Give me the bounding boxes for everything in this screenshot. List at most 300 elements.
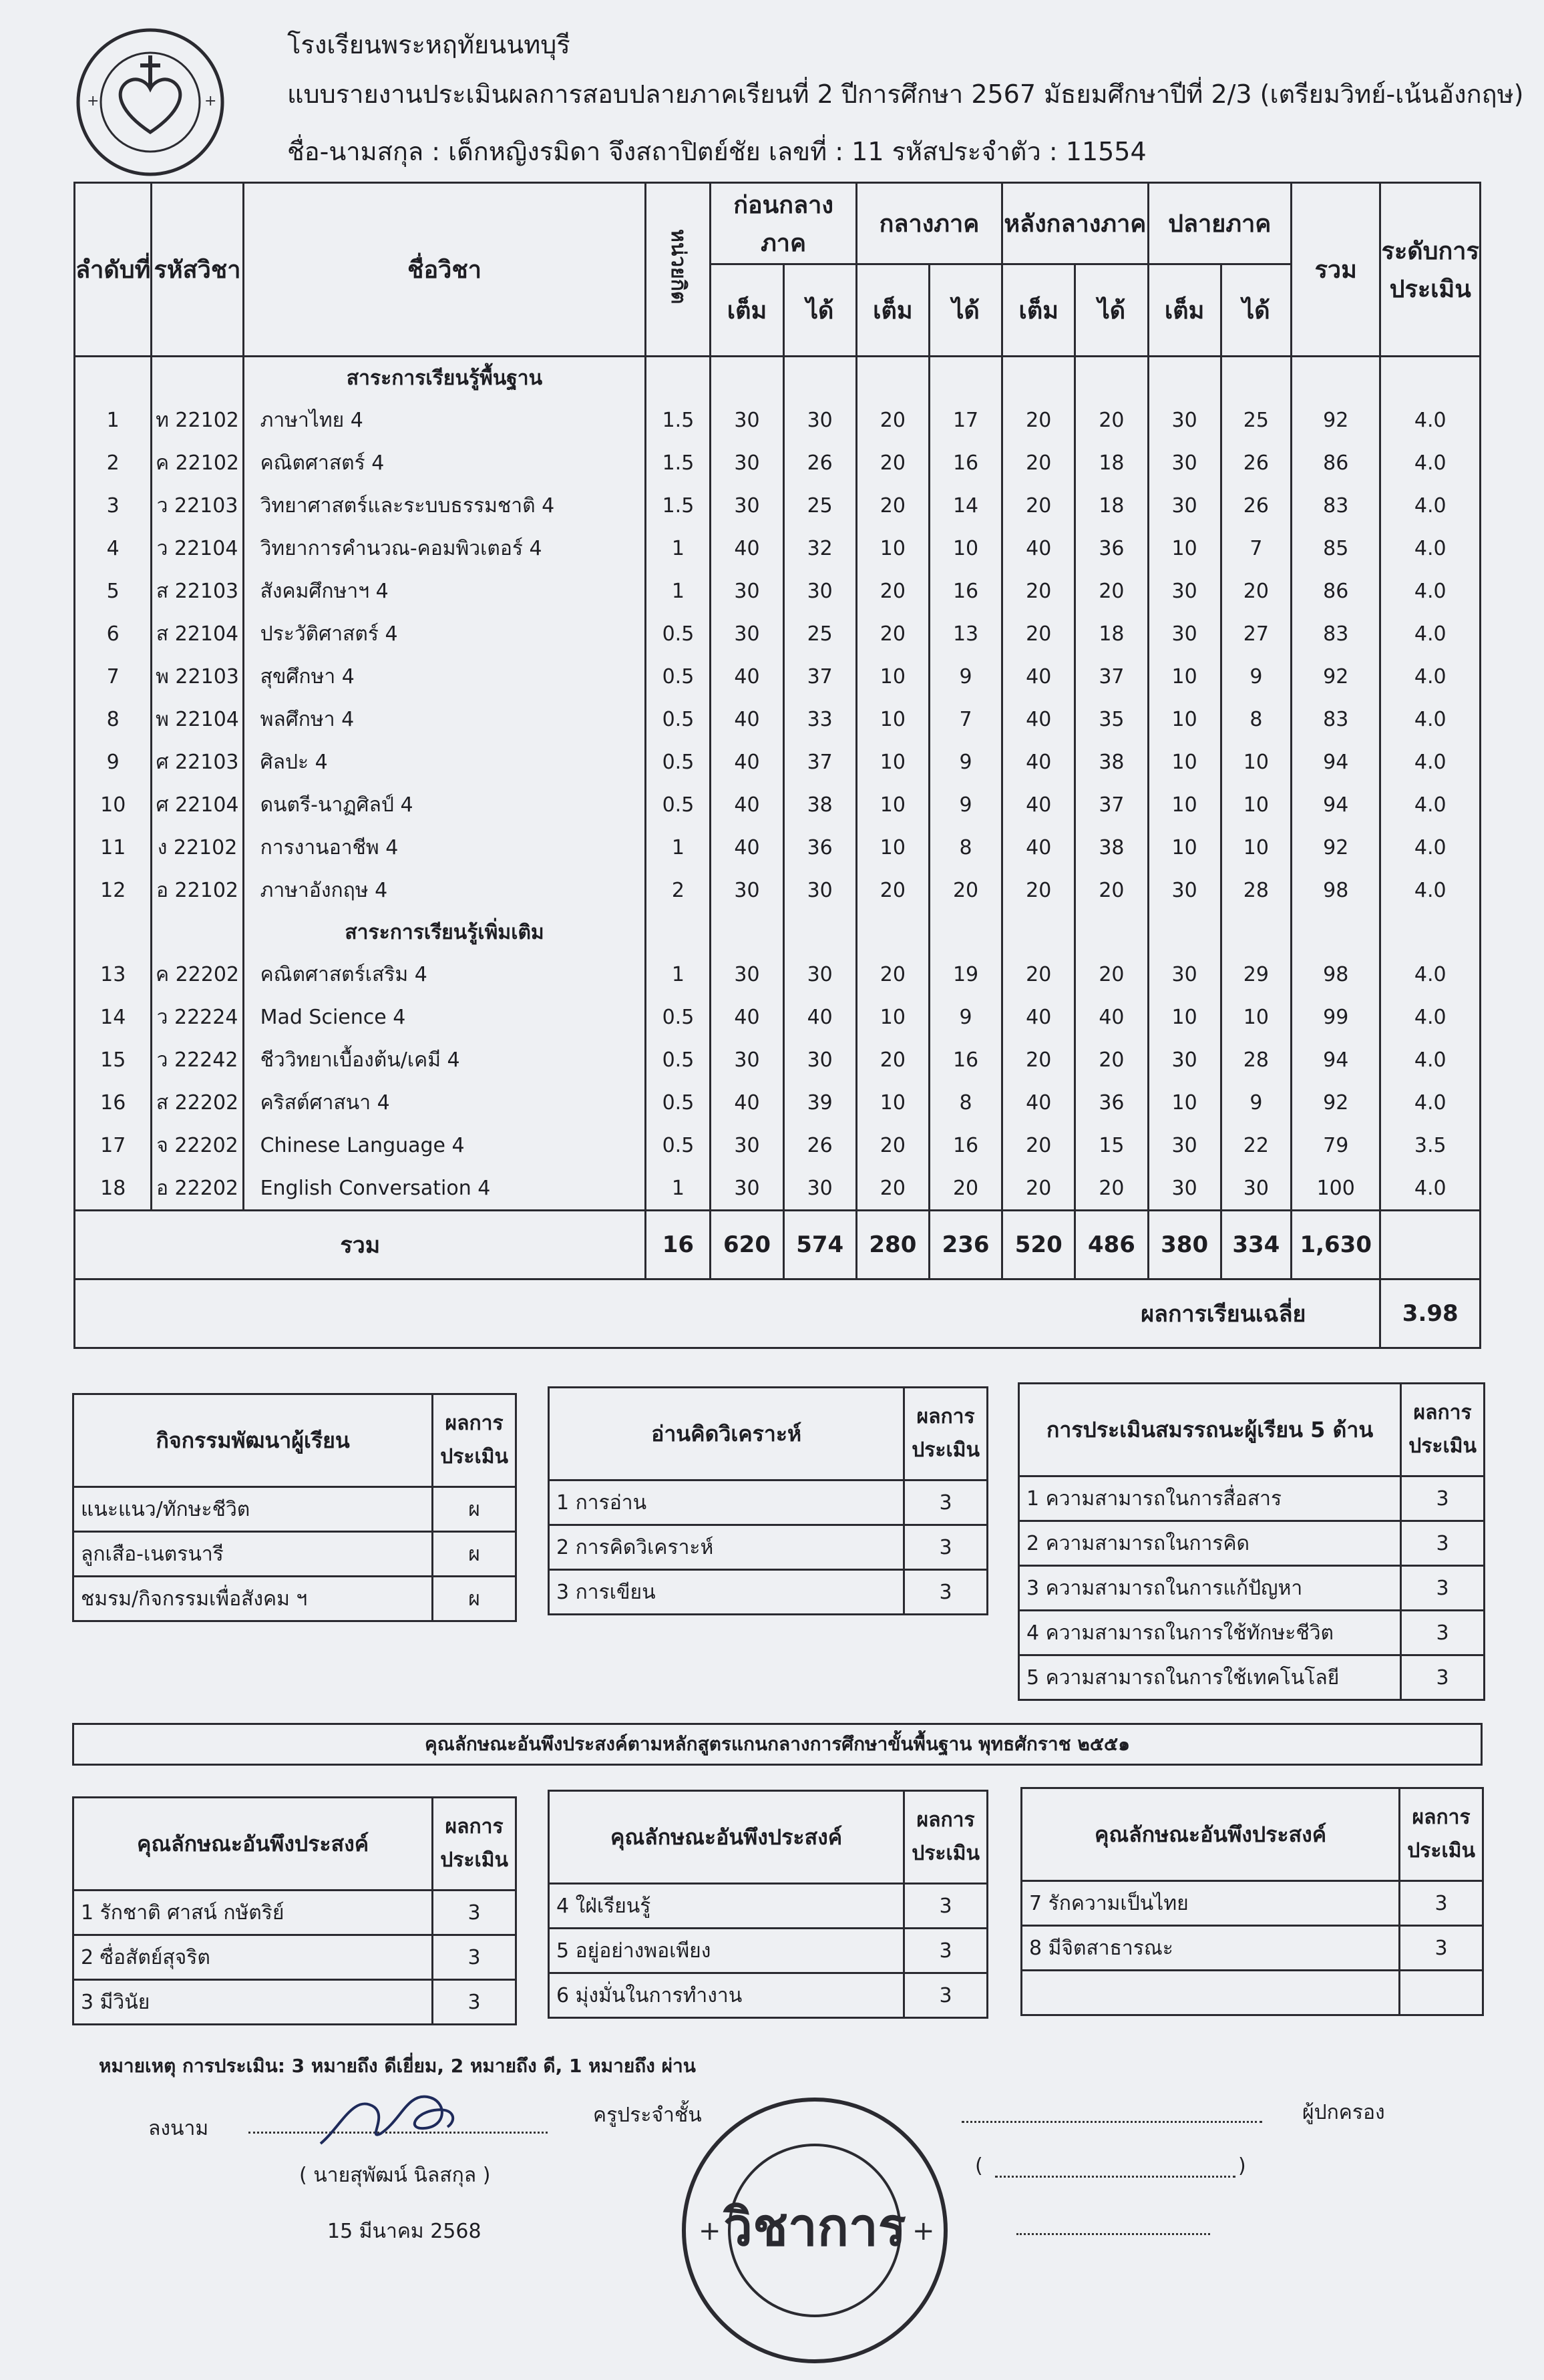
evaluation-item: 2 ความสามารถในการคิด [1019,1521,1401,1566]
activities-table [72,1393,517,1622]
subject-cell: 1 [646,1167,711,1211]
subject-cell: 40 [711,826,783,869]
subject-cell: 0.5 [646,655,711,698]
col-got: ได้ [1221,264,1291,357]
evaluation-row [73,1980,516,2025]
col-header-level: ระดับการประเมิน [1380,183,1481,357]
evaluation-result: 3 [1401,1611,1485,1655]
evaluation-result: 3 [904,1884,988,1929]
subject-row [75,1038,1481,1081]
subject-cell: 10 [856,527,929,570]
subject-row [75,484,1481,527]
subject-cell: 26 [783,1124,856,1167]
subject-cell: 10 [856,741,929,783]
evaluation-item: 5 อยู่อย่างพอเพียง [549,1929,904,1973]
col-got: ได้ [783,264,856,357]
subject-cell: 86 [1292,441,1380,484]
subject-row [75,869,1481,912]
subject-name: สังคมศึกษาฯ 4 [243,570,646,612]
evaluation-result: 3 [433,1980,516,2025]
characteristics-title: คุณลักษณะอันพึงประสงค์ [73,1798,433,1891]
evaluation-result: 3 [1401,1521,1485,1566]
evaluation-item: 1 รักชาติ ศาสน์ กษัตริย์ [73,1891,433,1935]
subject-cell: 7 [75,655,152,698]
subject-cell: 9 [929,996,1002,1038]
subject-cell: 26 [1221,441,1291,484]
subject-cell: 36 [1075,527,1148,570]
subject-cell: 10 [1148,826,1221,869]
grades-table [73,182,1481,1349]
col-header-code: รหัสวิชา [152,183,243,357]
evaluation-result: 3 [904,1973,988,2018]
evaluation-item: 8 มีจิตสาธารณะ [1022,1926,1400,1971]
subject-cell: 14 [75,996,152,1038]
subject-row [75,783,1481,826]
subject-cell: 30 [1148,612,1221,655]
subject-cell: 20 [929,869,1002,912]
subject-cell: 20 [856,1167,929,1211]
svg-text:+: + [699,2216,721,2246]
subject-cell: 20 [1002,1038,1075,1081]
subject-row [75,996,1481,1038]
subject-cell: 30 [711,1167,783,1211]
subject-cell: 30 [1148,869,1221,912]
subject-cell: 33 [783,698,856,741]
school-name: โรงเรียนพระหฤทัยนนทบุรี [287,30,570,59]
subject-cell: 7 [929,698,1002,741]
subject-cell: ค 22102 [152,441,243,484]
subject-cell: 12 [75,869,152,912]
characteristics-result-header: ผลการประเมิน [1400,1788,1483,1881]
characteristics-title: คุณลักษณะอันพึงประสงค์ [549,1791,904,1884]
subject-cell: 10 [1148,996,1221,1038]
subject-cell: 40 [1002,996,1075,1038]
subject-cell: 30 [711,441,783,484]
subject-cell: 0.5 [646,612,711,655]
gpa-label: ผลการเรียนเฉลี่ย [75,1279,1380,1348]
subject-cell: 1 [646,826,711,869]
sum-value: 380 [1148,1211,1221,1279]
subject-cell: 30 [711,399,783,441]
subject-cell: 30 [1148,570,1221,612]
subject-cell: 14 [929,484,1002,527]
report-date: 15 มีนาคม 2568 [327,2220,481,2243]
subject-row [75,1167,1481,1211]
subject-cell: 30 [711,869,783,912]
subject-cell: 30 [783,1038,856,1081]
subject-cell: 30 [1148,484,1221,527]
subject-cell: 9 [1221,1081,1291,1124]
subject-cell: 20 [1075,1038,1148,1081]
subject-cell: 0.5 [646,783,711,826]
evaluation-item: 7 รักความเป็นไทย [1022,1881,1400,1926]
evaluation-item: 4 ความสามารถในการใช้ทักษะชีวิต [1019,1611,1401,1655]
sum-value: 280 [856,1211,929,1279]
subject-cell: 20 [856,1124,929,1167]
subject-cell: 40 [711,741,783,783]
subject-cell: 30 [783,953,856,996]
competency-title: การประเมินสมรรถนะผู้เรียน 5 ด้าน [1019,1384,1401,1476]
sum-value: 1,630 [1292,1211,1380,1279]
subject-cell: 1 [646,570,711,612]
subject-cell: 18 [75,1167,152,1211]
subject-name: ภาษาไทย 4 [243,399,646,441]
teacher-role: ครูประจำชั้น [593,2104,702,2127]
subject-cell: ค 22202 [152,953,243,996]
subject-cell: 30 [1148,441,1221,484]
subject-cell: 0.5 [646,1038,711,1081]
evaluation-item: ชมรม/กิจกรรมเพื่อสังคม ฯ [73,1577,433,1621]
subject-cell: 25 [783,484,856,527]
col-header-post-mid: หลังกลางภาค [1002,183,1148,264]
col-header-name: ชื่อวิชา [243,183,646,357]
subject-cell: 4.0 [1380,570,1481,612]
subject-cell: 30 [783,1167,856,1211]
subject-cell: 11 [75,826,152,869]
subject-cell: 30 [711,612,783,655]
subject-cell: 37 [783,655,856,698]
subject-cell: 92 [1292,655,1380,698]
subject-cell: 40 [1075,996,1148,1038]
subject-cell: 3 [75,484,152,527]
subject-cell: 4.0 [1380,484,1481,527]
grades-body [75,357,1481,1211]
gpa-value: 3.98 [1380,1279,1481,1348]
sum-value: 574 [783,1211,856,1279]
col-header-final: ปลายภาค [1148,183,1291,264]
subject-cell: 1.5 [646,399,711,441]
evaluation-row [73,1891,516,1935]
evaluation-result: 3 [1401,1566,1485,1611]
subject-cell: 7 [1221,527,1291,570]
evaluation-item: 1 ความสามารถในการสื่อสาร [1019,1476,1401,1521]
subject-cell: 20 [856,953,929,996]
evaluation-row [73,1577,516,1621]
subject-cell: 4.0 [1380,1038,1481,1081]
subject-cell: 26 [1221,484,1291,527]
subject-cell: 13 [929,612,1002,655]
subject-cell: 30 [711,953,783,996]
subject-cell: 30 [1148,1167,1221,1211]
subject-name: Mad Science 4 [243,996,646,1038]
subject-name: ศิลปะ 4 [243,741,646,783]
subject-name: วิทยาการคำนวณ-คอมพิวเตอร์ 4 [243,527,646,570]
subject-row [75,527,1481,570]
subject-cell: 28 [1221,1038,1291,1081]
subject-cell: 4.0 [1380,1081,1481,1124]
subject-cell: 2 [75,441,152,484]
subject-row [75,1124,1481,1167]
subject-cell: 17 [75,1124,152,1167]
subject-cell: 10 [1148,1081,1221,1124]
subject-cell: ว 22242 [152,1038,243,1081]
subject-cell: 17 [929,399,1002,441]
subject-cell: 13 [75,953,152,996]
subject-cell: 20 [856,441,929,484]
subject-name: คริสต์ศาสนา 4 [243,1081,646,1124]
col-header-total: รวม [1292,183,1380,357]
category-row [75,912,1481,953]
teacher-signature [314,2080,467,2154]
subject-cell: 20 [856,570,929,612]
evaluation-row [549,1525,988,1570]
activities-result-header: ผลการประเมิน [433,1394,516,1487]
subject-cell: 20 [1002,484,1075,527]
evaluation-item: 4 ใฝ่เรียนรู้ [549,1884,904,1929]
subject-cell: 20 [1075,953,1148,996]
subject-row [75,698,1481,741]
subject-cell: 37 [1075,783,1148,826]
subject-cell: 8 [75,698,152,741]
student-info: ชื่อ-นามสกุล : เด็กหญิงรมิดา จึงสถาปิตย์ชัย เลขที่ : 11 รหัสประจำตัว : 11554 [287,137,1147,166]
subject-cell: 4.0 [1380,783,1481,826]
subject-cell: 20 [1002,953,1075,996]
subject-cell: 10 [1148,655,1221,698]
subject-row [75,441,1481,484]
subject-cell: 30 [711,570,783,612]
evaluation-row [1022,1881,1483,1926]
subject-name: ภาษาอังกฤษ 4 [243,869,646,912]
subject-cell: 20 [856,612,929,655]
subject-cell: 6 [75,612,152,655]
subject-cell: 38 [1075,826,1148,869]
subject-cell: 4.0 [1380,527,1481,570]
subject-cell: 10 [929,527,1002,570]
subject-cell: 4.0 [1380,953,1481,996]
subject-cell: ศ 22103 [152,741,243,783]
col-got: ได้ [1075,264,1148,357]
evaluation-row [549,1570,988,1615]
subject-cell: 30 [1148,953,1221,996]
col-full: เต็ม [1002,264,1075,357]
reading-title: อ่านคิดวิเคราะห์ [549,1388,904,1480]
subject-cell: 10 [1221,741,1291,783]
characteristics-table-1 [72,1796,517,2025]
subject-cell: อ 22202 [152,1167,243,1211]
evaluation-result: 3 [904,1929,988,1973]
evaluation-result: 3 [904,1570,988,1615]
subject-cell: 98 [1292,953,1380,996]
subject-cell: 10 [856,1081,929,1124]
subject-cell: 4.0 [1380,1167,1481,1211]
subject-cell: 30 [783,399,856,441]
col-full: เต็ม [856,264,929,357]
subject-cell: 20 [929,1167,1002,1211]
subject-cell: 4.0 [1380,655,1481,698]
subject-cell: 94 [1292,1038,1380,1081]
subject-cell: 1.5 [646,484,711,527]
subject-name: คณิตศาสตร์ 4 [243,441,646,484]
subject-cell: 29 [1221,953,1291,996]
subject-cell: 83 [1292,612,1380,655]
evaluation-result: ผ [433,1532,516,1577]
subject-cell: 20 [856,484,929,527]
academic-stamp [674,2090,955,2371]
subject-cell: ท 22102 [152,399,243,441]
evaluation-row [1019,1611,1485,1655]
col-header-no: ลำดับที่ [75,183,152,357]
sum-value: 334 [1221,1211,1291,1279]
subject-cell: 15 [75,1038,152,1081]
subject-cell: 20 [1075,869,1148,912]
subject-name: Chinese Language 4 [243,1124,646,1167]
subject-cell: 27 [1221,612,1291,655]
subject-cell: 0.5 [646,996,711,1038]
subject-cell: 28 [1221,869,1291,912]
subject-cell: 16 [929,1124,1002,1167]
subject-cell: 38 [783,783,856,826]
evaluation-result: 3 [1400,1881,1483,1926]
col-header-credit [646,183,711,357]
svg-text:+: + [204,93,217,110]
subject-cell: 40 [711,996,783,1038]
evaluation-row [1022,1926,1483,1971]
subject-cell: 94 [1292,783,1380,826]
subject-cell: 0.5 [646,741,711,783]
subject-cell: ศ 22104 [152,783,243,826]
evaluation-result: 3 [1401,1476,1485,1521]
evaluation-item: 2 การคิดวิเคราะห์ [549,1525,904,1570]
subject-cell: 83 [1292,698,1380,741]
subject-cell: 40 [711,655,783,698]
parent-paren-close: ) [1238,2154,1246,2178]
sum-value: 620 [711,1211,783,1279]
subject-cell: 40 [1002,698,1075,741]
evaluation-item: 3 การเขียน [549,1570,904,1615]
subject-name: ประวัติศาสตร์ 4 [243,612,646,655]
subject-cell: 18 [1075,612,1148,655]
subject-cell: ว 22224 [152,996,243,1038]
subject-cell: 9 [75,741,152,783]
subject-cell: 40 [711,1081,783,1124]
subject-cell: 16 [929,1038,1002,1081]
evaluation-row [549,1884,988,1929]
subject-name: การงานอาชีพ 4 [243,826,646,869]
subject-cell: 20 [1221,570,1291,612]
subject-cell: 100 [1292,1167,1380,1211]
evaluation-row [73,1935,516,1980]
evaluation-row [549,1973,988,2018]
subject-cell: 10 [856,698,929,741]
sum-value: 486 [1075,1211,1148,1279]
parent-date-line [1016,2233,1210,2235]
subject-cell: 40 [711,698,783,741]
subject-cell: พ 22104 [152,698,243,741]
subject-cell: 40 [1002,826,1075,869]
subject-cell: 4.0 [1380,996,1481,1038]
subject-cell: 37 [1075,655,1148,698]
subject-cell: 9 [1221,655,1291,698]
activities-title: กิจกรรมพัฒนาผู้เรียน [73,1394,433,1487]
parent-name-line [995,2176,1235,2178]
subject-cell: 40 [783,996,856,1038]
subject-cell: 32 [783,527,856,570]
evaluation-row [549,1929,988,1973]
subject-row [75,953,1481,996]
subject-cell: 1.5 [646,441,711,484]
characteristics-banner: คุณลักษณะอันพึงประสงค์ตามหลักสูตรแกนกลางการศึกษาขั้นพื้นฐาน พุทธศักราช ๒๕๕๑ [72,1723,1483,1766]
subject-name: สุขศึกษา 4 [243,655,646,698]
subject-cell: 20 [1075,1167,1148,1211]
subject-row [75,570,1481,612]
evaluation-item: 3 ความสามารถในการแก้ปัญหา [1019,1566,1401,1611]
sum-label: รวม [75,1211,646,1279]
category-label: สาระการเรียนรู้เพิ่มเติม [243,912,646,953]
evaluation-item: 5 ความสามารถในการใช้เทคโนโลยี [1019,1655,1401,1700]
subject-cell: 1 [75,399,152,441]
evaluation-row [73,1532,516,1577]
subject-cell: 40 [1002,783,1075,826]
subject-cell: 2 [646,869,711,912]
stamp-center-text: วิชาการ [723,2198,906,2258]
col-got: ได้ [929,264,1002,357]
subject-cell: 30 [1148,399,1221,441]
subject-cell: 20 [1075,399,1148,441]
subject-cell: 40 [711,783,783,826]
subject-cell: 16 [929,570,1002,612]
subject-cell: 92 [1292,826,1380,869]
subject-cell: 4.0 [1380,698,1481,741]
subject-cell: 4.0 [1380,399,1481,441]
evaluation-result: 3 [1400,1926,1483,1971]
subject-cell: 20 [1002,1167,1075,1211]
subject-cell: ส 22104 [152,612,243,655]
subject-cell: 0.5 [646,698,711,741]
subject-cell: 20 [856,869,929,912]
evaluation-item: 1 การอ่าน [549,1480,904,1525]
subject-cell: 10 [1148,783,1221,826]
characteristics-title: คุณลักษณะอันพึงประสงค์ [1022,1788,1400,1881]
subject-cell: 86 [1292,570,1380,612]
teacher-name: ( นายสุพัฒน์ นิลสกุล ) [299,2164,491,2187]
subject-cell: 16 [929,441,1002,484]
subject-cell: ว 22103 [152,484,243,527]
subject-cell: 4.0 [1380,741,1481,783]
subject-cell: 37 [783,741,856,783]
evaluation-item [1022,1971,1400,2015]
subject-cell: ว 22104 [152,527,243,570]
subject-cell: 99 [1292,996,1380,1038]
subject-cell: 92 [1292,399,1380,441]
subject-cell: 10 [1221,783,1291,826]
subject-cell: 30 [1148,1124,1221,1167]
subject-cell: 5 [75,570,152,612]
subject-cell: 20 [856,1038,929,1081]
subject-cell: 20 [1075,570,1148,612]
characteristics-result-header: ผลการประเมิน [904,1791,988,1884]
evaluation-row [1022,1971,1483,2015]
subject-cell: 20 [856,399,929,441]
subject-cell: 40 [711,527,783,570]
evaluation-item: ลูกเสือ-เนตรนารี [73,1532,433,1577]
subject-row [75,612,1481,655]
evaluation-item: 6 มุ่งมั่นในการทำงาน [549,1973,904,2018]
evaluation-result: ผ [433,1487,516,1532]
subject-cell: 83 [1292,484,1380,527]
subject-cell: 39 [783,1081,856,1124]
subject-row [75,741,1481,783]
subject-cell: 20 [1002,1124,1075,1167]
credit-label: หน่วยกิต [666,228,690,305]
subject-cell: ส 22103 [152,570,243,612]
subject-cell: 10 [1221,826,1291,869]
evaluation-result [1400,1971,1483,2015]
sum-value: 16 [646,1211,711,1279]
parent-sign-line [962,2121,1262,2123]
subject-row [75,1081,1481,1124]
subject-name: พลศึกษา 4 [243,698,646,741]
subject-name: English Conversation 4 [243,1167,646,1211]
